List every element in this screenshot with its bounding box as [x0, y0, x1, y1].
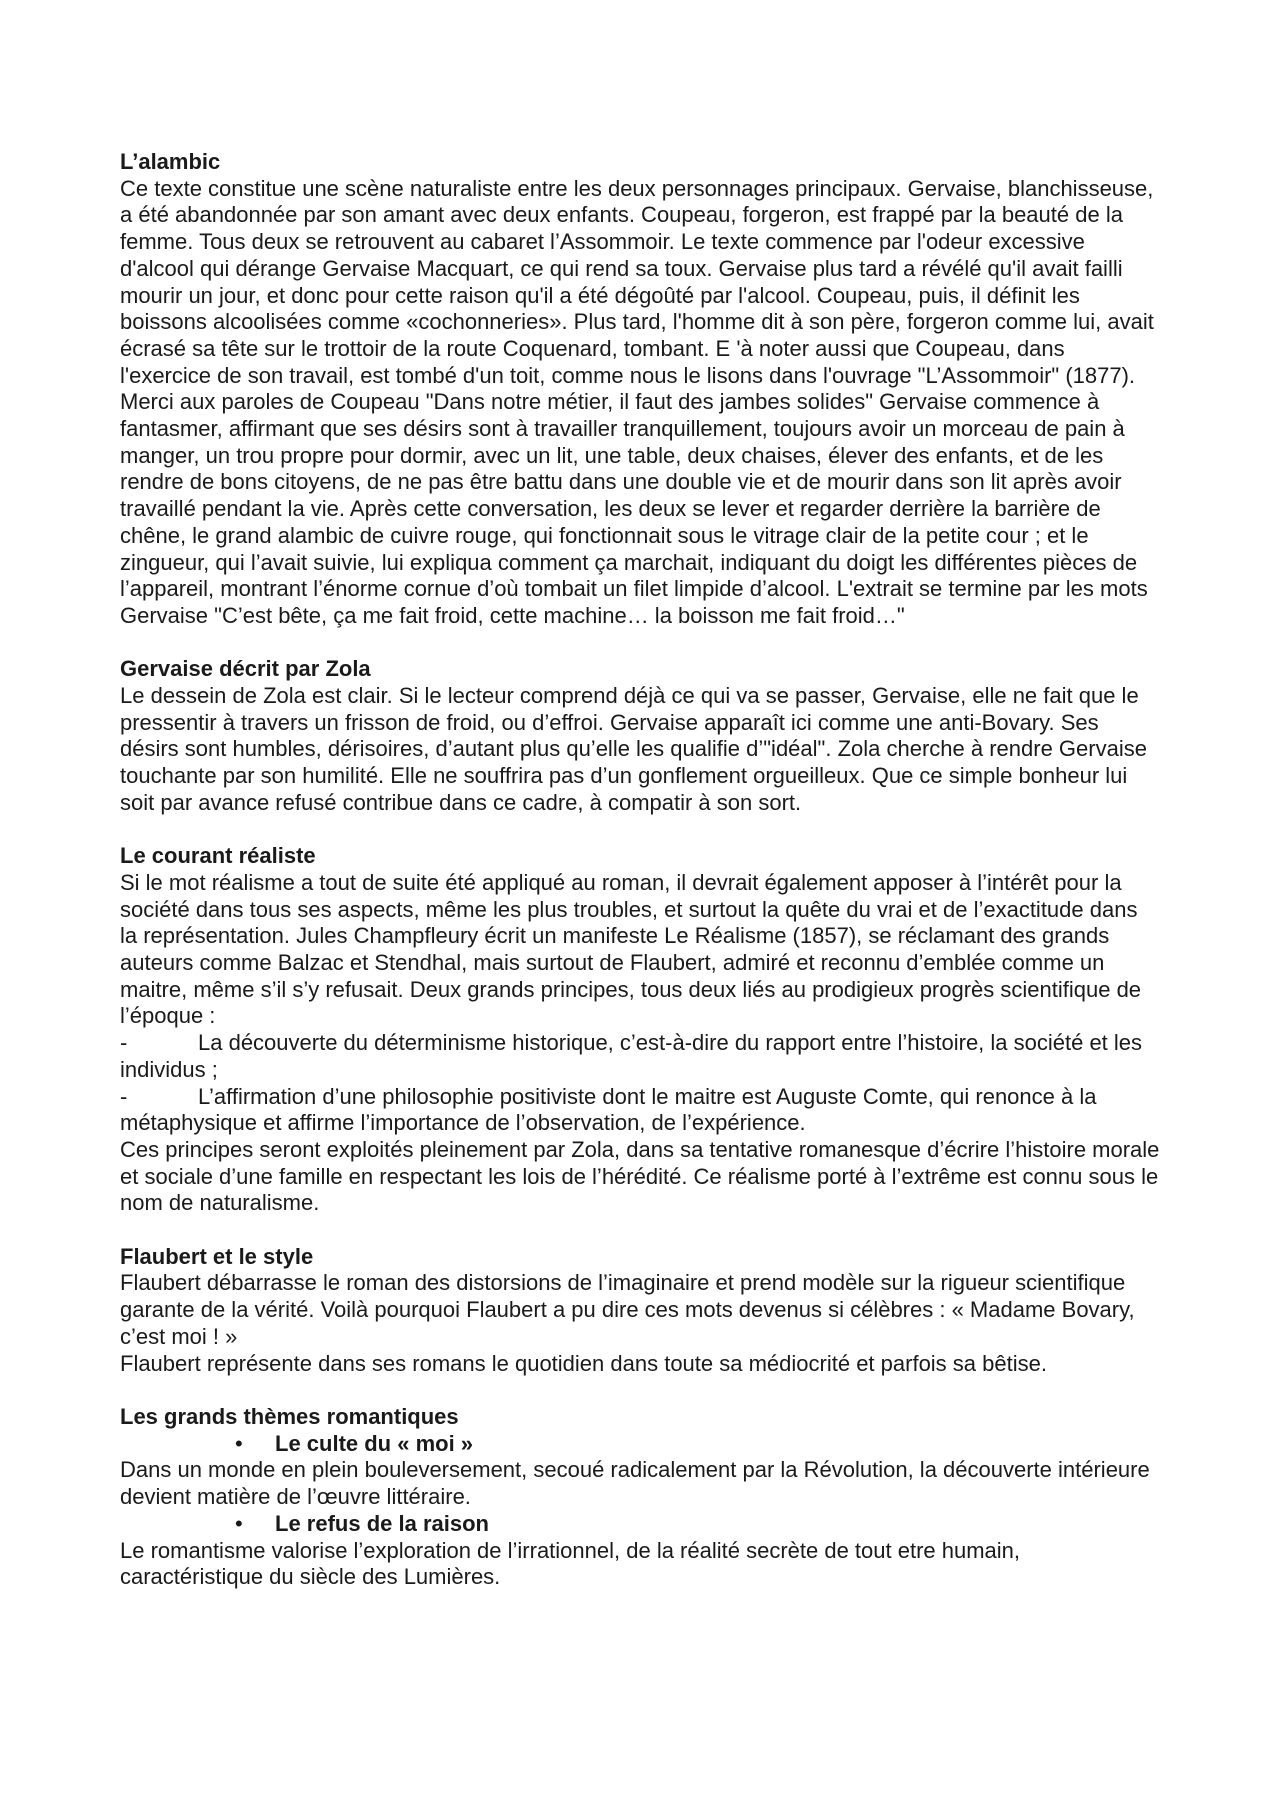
subheading-refus-raison: Le refus de la raison: [275, 1510, 489, 1536]
paragraph-realiste-intro: Si le mot réalisme a tout de suite été appliqué au roman, il devrait également apposer à l’intérêt pour la société dans tous ses aspects, même les plus troubles, et surtout la quête du vrai et de l’exactitude dans la représentation. Jules Champfleury écrit un manifeste Le Réalisme (1857), se réclamant des grands auteurs comme Balzac et Stendhal, mais surtout de Flaubert, admiré et reconnu d’emblée comme un maitre, même s’il s’y refusait. Deux grands principes, tous deux liés au prodigieux progrès scientifique de l’époque :: [120, 869, 1142, 1029]
paragraph-culte-du-moi: Dans un monde en plein bouleversement, secoué radicalement par la Révolution, la découverte intérieure devient matière de l’œuvre littéraire.: [120, 1457, 1150, 1510]
section-gervaise: [120, 656, 1160, 816]
bullet-marker: •: [235, 1510, 243, 1536]
section-flaubert: [120, 1244, 1160, 1378]
section-realiste: [120, 843, 1160, 1217]
paragraph-gervaise: Le dessein de Zola est clair. Si le lecteur comprend déjà ce qui va se passer, Gervaise, elle ne fait que le pressentir à travers un frisson de froid, ou d’effroi. Gervaise apparaît ici comme une anti-Bovary. Ses désirs sont humbles, dérisoires, d’autant plus qu’elle les qualifie d’"idéal". Zola cherche à rendre Gervaise touchante par son humilité. Elle ne souffrira pas d’un gonflement orgueilleux. Que ce simple bonheur lui soit par avance refusé contribue dans ce cadre, à compatir à son sort.: [120, 683, 1147, 815]
list-item: [120, 1084, 1160, 1137]
paragraph-flaubert-2: Flaubert représente dans ses romans le quotidien dans toute sa médiocrité et parfois sa bêtise.: [120, 1350, 1047, 1376]
bullet-item-culte-du-moi: [120, 1431, 1160, 1458]
section-alambic: [120, 149, 1160, 630]
dash-marker: -: [120, 1030, 128, 1056]
subheading-culte-du-moi: Le culte du « moi »: [275, 1430, 474, 1456]
heading-gervaise: Gervaise décrit par Zola: [120, 656, 371, 682]
heading-flaubert: Flaubert et le style: [120, 1243, 314, 1269]
dash-marker: -: [120, 1083, 128, 1109]
paragraph-realiste-outro: Ces principes seront exploités pleinement par Zola, dans sa tentative romanesque d’écrire l’histoire morale et sociale d’une famille en respectant les lois de l’hérédité. Ce réalisme porté à l’extrême est connu sous le nom de naturalisme.: [120, 1136, 1160, 1216]
bullet-item-refus-raison: [120, 1511, 1160, 1538]
list-item: [120, 1030, 1160, 1083]
paragraph-flaubert-1: Flaubert débarrasse le roman des distorsions de l’imaginaire et prend modèle sur la rigueur scientifique garante de la vérité. Voilà pourquoi Flaubert a pu dire ces mots devenus si célèbres : « Madame Bovary, c’est moi ! »: [120, 1270, 1135, 1349]
paragraph-refus-raison: Le romantisme valorise l’exploration de l’irrationnel, de la réalité secrète de tout etre humain, caractéristique du siècle des Lumières.: [120, 1537, 1021, 1590]
bullet-marker: •: [235, 1430, 243, 1456]
section-romantiques: [120, 1404, 1160, 1591]
list-item-text: L’affirmation d’une philosophie positiviste dont le maitre est Auguste Comte, qui renonce à la métaphysique et affirme l’importance de l’observation, de l’expérience.: [120, 1083, 1097, 1136]
list-item-text: La découverte du déterminisme historique, c’est-à-dire du rapport entre l’histoire, la société et les individus ;: [120, 1030, 1143, 1082]
heading-romantiques: Les grands thèmes romantiques: [120, 1403, 459, 1429]
heading-alambic: L’alambic: [120, 149, 221, 174]
paragraph-alambic: Ce texte constitue une scène naturaliste entre les deux personnages principaux. Gervaise, blanchisseuse, a été abandonnée par son amant avec deux enfants. Coupeau, forgeron, est frappé par la beauté de la femme. Tous deux se retrouvent au cabaret l’Assommoir. Le texte commence par l'odeur excessive d'alcool qui dérange Gervaise Macquart, ce qui rend sa toux. Gervaise plus tard a révélé qu'il avait failli mourir un jour, et donc pour cette raison qu'il a été dégoûté par l'alcool. Coupeau, puis, il définit les boissons alcoolisées comme «cochonneries». Plus tard, l'homme dit à son père, forgeron comme lui, avait écrasé sa tête sur le trottoir de la route Coquenard, tombant. E 'à noter aussi que Coupeau, dans l'exercice de son travail, est tombé d'un toit, comme nous le lisons dans l'ouvrage "L’Assommoir" (1877). Merci aux paroles de Coupeau "Dans notre métier, il faut des jambes solides" Gervaise commence à fantasmer, affirmant que ses désirs sont à travailler tranquillement, toujours avoir un morceau de pain à manger, un trou propre pour dormir, avec un lit, une table, deux chaises, élever des enfants, et de les rendre de bons citoyens, de ne pas être battu dans une double vie et de mourir dans son lit après avoir travaillé pendant la vie. Après cette conversation, les deux se lever et regarder derrière la barrière de chêne, le grand alambic de cuivre rouge, qui fonctionnait sous le vitrage clair de la petite cour ; et le zingueur, qui l’avait suivie, lui expliqua comment ça marchait, indiquant du doigt les différentes pièces de l’appareil, montrant l’énorme cornue d’où tombait un filet limpide d’alcool. L'extrait se termine par les mots Gervaise "C’est bête, ça me fait froid, cette machine… la boisson me fait froid…": [120, 175, 1154, 628]
heading-realiste: Le courant réaliste: [120, 843, 316, 869]
